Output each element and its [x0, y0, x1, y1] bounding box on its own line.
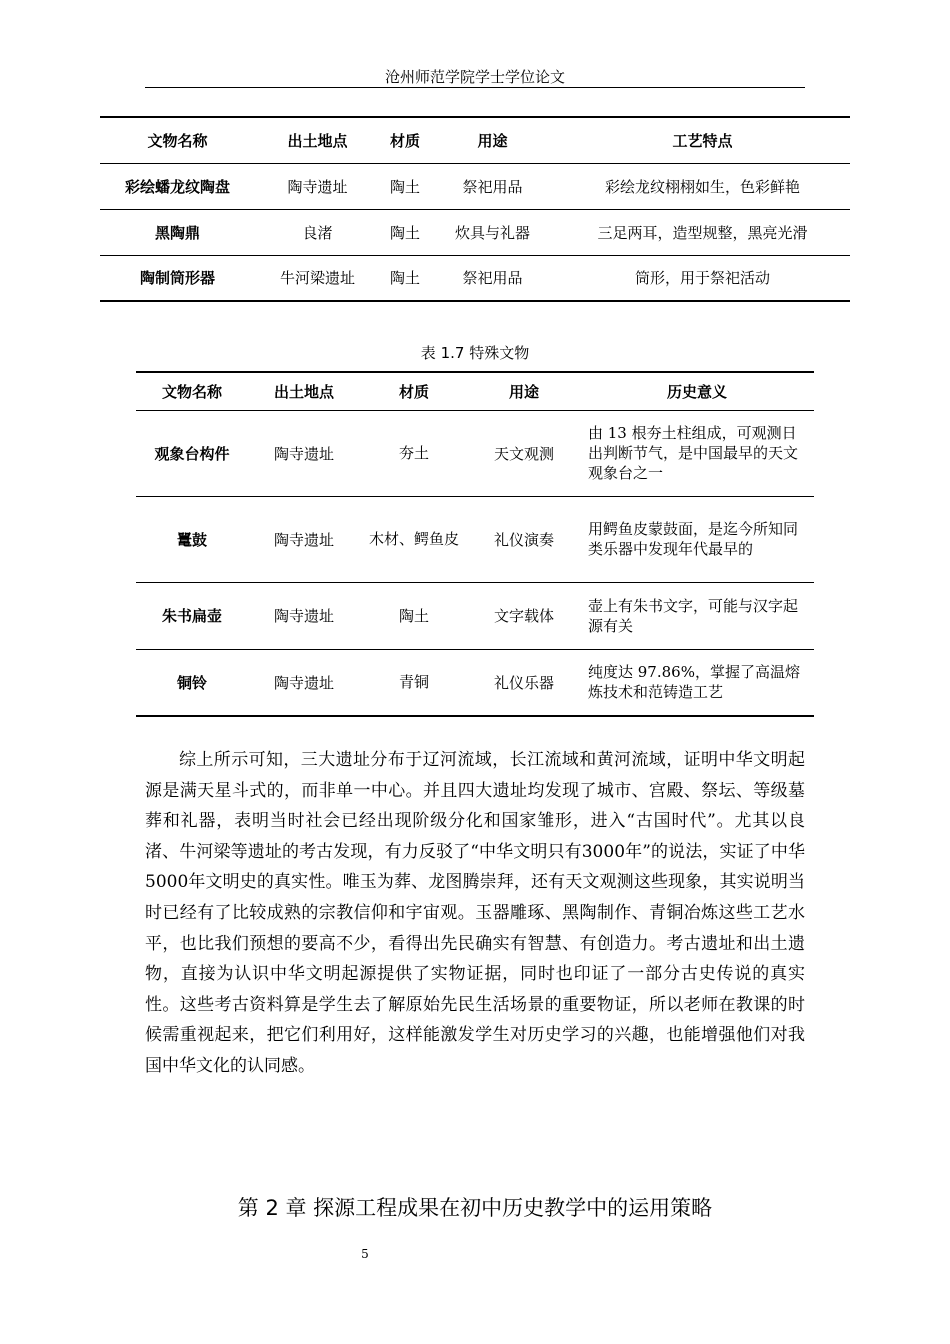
table-header-row	[100, 117, 850, 163]
column-header: 历史意义	[580, 372, 814, 410]
column-header: 工艺特点	[555, 117, 850, 163]
table-cell: 黑陶鼎	[100, 209, 255, 255]
table-cell: 礼仪演奏	[468, 496, 580, 582]
table-cell: 良渚	[255, 209, 380, 255]
table-cell: 夯土	[398, 444, 429, 462]
table-cell: 朱书扁壶	[136, 582, 248, 649]
table-cell: 陶寺遗址	[248, 582, 360, 649]
table-row	[136, 410, 814, 496]
table-row	[136, 649, 814, 716]
page-header-title: 沧州师范学院学士学位论文	[384, 68, 565, 86]
artifact-table-1	[100, 116, 850, 302]
table-cell: 用鳄鱼皮蒙鼓面，是迄今所知同类乐器中发现年代最早的	[580, 496, 814, 582]
page-number: 5	[361, 1247, 369, 1261]
column-header: 用途	[430, 117, 555, 163]
table-row	[136, 496, 814, 582]
table-cell: 牛河梁遗址	[255, 255, 380, 301]
table-cell: 祭祀用品	[430, 255, 555, 301]
body-paragraph: 综上所示可知，三大遗址分布于辽河流域，长江流域和黄河流域，证明中华文明起源是满天星斗式的，而非单一中心。并且四大遗址均发现了城市、宫殿、祭坛、等级墓葬和礼器，表明当时社会已经出现阶级分化和国家雏形，进入“古国时代”。尤其以良渚、牛河梁等遗址的考古发现，有力反驳了“中华文明只有3000年”的说法，实证了中华5000年文明史的真实性。唯玉为葬、龙图腾崇拜，还有天文观测这些现象，其实说明当时已经有了比较成熟的宗教信仰和宇宙观。玉器雕琢、黑陶制作、青铜冶炼这些工艺水平，也比我们预想的要高不少，看得出先民确实有智慧、有创造力。考古遗址和出土遗物，直接为认识中华文明起源提供了实物证据，同时也印证了一部分古史传说的真实性。这些考古资料算是学生去了解原始先民生活场景的重要物证，所以老师在教课的时候需重视起来，把它们利用好，这样能激发学生对历史学习的兴趣，也能增强他们对我国中华文化的认同感。	[145, 750, 805, 1076]
table-cell: 彩绘龙纹栩栩如生，色彩鲜艳	[555, 163, 850, 209]
table-cell: 观象台构件	[154, 444, 230, 463]
table-cell: 炊具与礼器	[430, 209, 555, 255]
table-cell: 由 13 根夯土柱组成，可观测日出判断节气，是中国最早的天文观象台之一	[588, 424, 799, 482]
table-cell: 壶上有朱书文字，可能与汉字起源有关	[580, 582, 814, 649]
table-header-row	[136, 372, 814, 410]
column-header: 材质	[360, 372, 468, 410]
table-cell: 陶土	[380, 163, 430, 209]
table-caption: 表 1.7 特殊文物	[420, 344, 530, 362]
table-cell: 陶土	[360, 582, 468, 649]
table-cell: 文字载体	[468, 582, 580, 649]
table-cell: 礼仪乐器	[468, 649, 580, 716]
table-cell: 铜铃	[136, 649, 248, 716]
table-cell: 陶土	[380, 209, 430, 255]
table-cell: 陶制筒形器	[100, 255, 255, 301]
column-header: 文物名称	[100, 117, 255, 163]
table-cell: 彩绘蟠龙纹陶盘	[100, 163, 255, 209]
table-row	[100, 209, 850, 255]
table-cell: 祭祀用品	[430, 163, 555, 209]
header-rule	[145, 87, 805, 88]
column-header: 用途	[468, 372, 580, 410]
table-cell: 陶寺遗址	[248, 496, 360, 582]
column-header: 出土地点	[248, 372, 360, 410]
table-cell: 纯度达 97.86%，掌握了高温熔炼技术和范铸造工艺	[580, 649, 814, 716]
table-cell: 木材、鳄鱼皮	[360, 496, 468, 582]
table-cell: 鼍鼓	[136, 496, 248, 582]
table-cell: 三足两耳，造型规整，黑亮光滑	[555, 209, 850, 255]
chapter-heading: 第 2 章 探源工程成果在初中历史教学中的运用策略	[237, 1196, 713, 1220]
table-cell: 陶寺遗址	[255, 163, 380, 209]
table-cell: 天文观测	[493, 444, 554, 463]
table-cell: 陶土	[380, 255, 430, 301]
column-header: 材质	[380, 117, 430, 163]
table-cell: 筒形，用于祭祀活动	[555, 255, 850, 301]
table-row	[136, 582, 814, 649]
table-cell: 陶寺遗址	[273, 444, 334, 463]
table-cell: 陶寺遗址	[248, 649, 360, 716]
artifact-table-2	[136, 371, 814, 717]
table-cell: 青铜	[360, 649, 468, 716]
column-header: 文物名称	[136, 372, 248, 410]
table-row	[100, 255, 850, 301]
table-row	[100, 163, 850, 209]
column-header: 出土地点	[255, 117, 380, 163]
